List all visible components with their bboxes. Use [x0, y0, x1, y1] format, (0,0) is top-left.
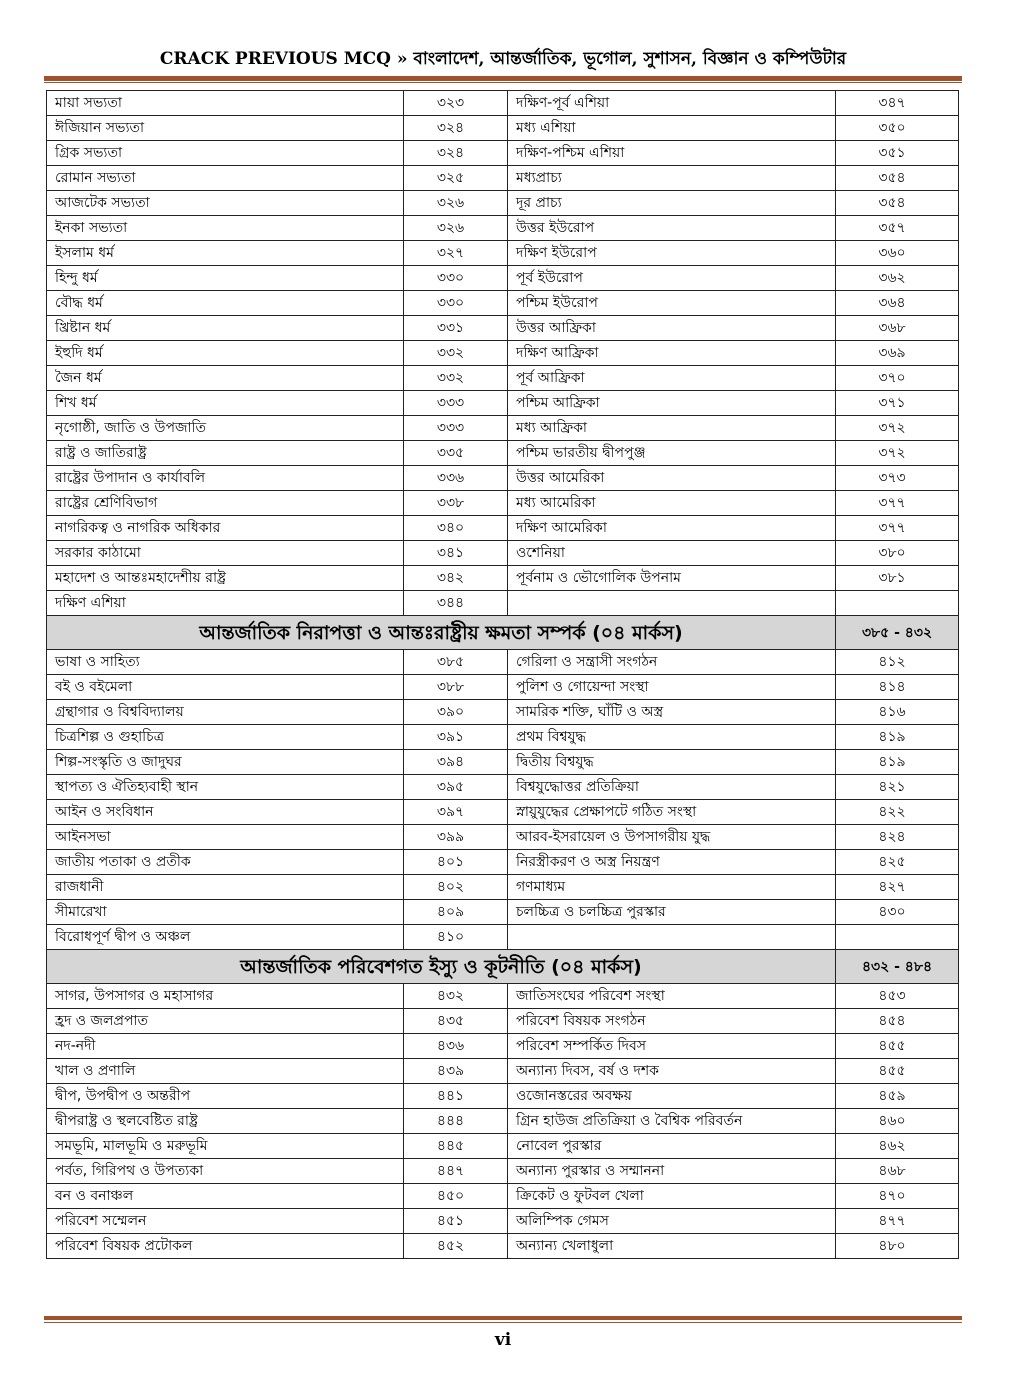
topic-left: সীমারেখা [47, 900, 404, 925]
page-right: ৪১৬ [836, 700, 959, 725]
page-left: ৩৯১ [404, 725, 508, 750]
page-right: ৪৬৮ [836, 1159, 959, 1184]
topic-right: গণমাধ্যম [508, 875, 836, 900]
topic-left: রাষ্ট্র ও জাতিরাষ্ট্র [47, 441, 404, 466]
topic-left: শিল্প-সংস্কৃতি ও জাদুঘর [47, 750, 404, 775]
page-right: ৩৫৭ [836, 216, 959, 241]
topic-left: চিত্রশিল্প ও গুহাচিত্র [47, 725, 404, 750]
page-left: ৩২৭ [404, 241, 508, 266]
table-row [47, 591, 959, 616]
topic-right: দক্ষিণ আমেরিকা [508, 516, 836, 541]
page-left: ৩২৪ [404, 141, 508, 166]
page-right: ৩৮১ [836, 566, 959, 591]
page-right: ৪১৪ [836, 675, 959, 700]
page-right: ৪১৯ [836, 750, 959, 775]
table-row [47, 1084, 959, 1109]
topic-right: দ্বিতীয় বিশ্বযুদ্ধ [508, 750, 836, 775]
table-row [47, 800, 959, 825]
topic-left: ভাষা ও সাহিত্য [47, 650, 404, 675]
page-right: ৩৪৭ [836, 91, 959, 116]
topic-left: বিরোধপূর্ণ দ্বীপ ও অঞ্চল [47, 925, 404, 950]
page-left: ৩৩৮ [404, 491, 508, 516]
topic-right: মধ্যপ্রাচ্য [508, 166, 836, 191]
page-left: ৩৩০ [404, 266, 508, 291]
page-left: ৩৯৪ [404, 750, 508, 775]
topic-right: দক্ষিণ ইউরোপ [508, 241, 836, 266]
topic-left: খাল ও প্রণালি [47, 1059, 404, 1084]
page-left: ৪৪৫ [404, 1134, 508, 1159]
topic-left: রাষ্ট্রের শ্রেণিবিভাগ [47, 491, 404, 516]
table-row [47, 1034, 959, 1059]
page-right: ৪৩০ [836, 900, 959, 925]
page-right: ৪৫৩ [836, 984, 959, 1009]
running-header: CRACK PREVIOUS MCQ » বাংলাদেশ, আন্তর্জাতিক, ভূগোল, সুশাসন, বিজ্ঞান ও কম্পিউটার [159, 49, 847, 69]
page-left: ৪৫০ [404, 1184, 508, 1209]
page-left: ৩২৪ [404, 116, 508, 141]
topic-right: স্নায়ুযুদ্ধের প্রেক্ষাপটে গঠিত সংস্থা [508, 800, 836, 825]
topic-left: বৌদ্ধ ধর্ম [47, 291, 404, 316]
page-left: ৪১০ [404, 925, 508, 950]
topic-right: পরিবেশ সম্পর্কিত দিবস [508, 1034, 836, 1059]
page-right: ৪৫৪ [836, 1009, 959, 1034]
page-right: ৪২২ [836, 800, 959, 825]
page-right: ৪৫৫ [836, 1059, 959, 1084]
page-right: ৪২৫ [836, 850, 959, 875]
page-right: ৪৭০ [836, 1184, 959, 1209]
topic-left: মায়া সভ্যতা [47, 91, 404, 116]
page-left: ৪৩৬ [404, 1034, 508, 1059]
page-left: ৩২৫ [404, 166, 508, 191]
page-right: ৩৭৭ [836, 516, 959, 541]
section-heading-row [47, 950, 959, 984]
table-row [47, 1159, 959, 1184]
topic-left: আইন ও সংবিধান [47, 800, 404, 825]
page-right [836, 925, 959, 950]
topic-right: উত্তর ইউরোপ [508, 216, 836, 241]
topic-right: মধ্য আমেরিকা [508, 491, 836, 516]
topic-left: ঈজিয়ান সভ্যতা [47, 116, 404, 141]
page-right: ৩৭৩ [836, 466, 959, 491]
page-left: ৩৩৫ [404, 441, 508, 466]
page-left: ৩৩১ [404, 316, 508, 341]
table-row [47, 984, 959, 1009]
page-left: ৩৯৫ [404, 775, 508, 800]
topic-left: স্থাপত্য ও ঐতিহ্যবাহী স্থান [47, 775, 404, 800]
page-right: ৩৭১ [836, 391, 959, 416]
table-row [47, 491, 959, 516]
topic-left: বই ও বইমেলা [47, 675, 404, 700]
topic-left: আইনসভা [47, 825, 404, 850]
section-heading-row [47, 616, 959, 650]
topic-left: মহাদেশ ও আন্তঃমহাদেশীয় রাষ্ট্র [47, 566, 404, 591]
topic-left: জৈন ধর্ম [47, 366, 404, 391]
topic-right: পূর্ব আফ্রিকা [508, 366, 836, 391]
page-right: ৪৮০ [836, 1234, 959, 1259]
topic-left: পরিবেশ সম্মেলন [47, 1209, 404, 1234]
footer-rule [44, 1316, 962, 1320]
table-row [47, 566, 959, 591]
table-row [47, 241, 959, 266]
page-left: ৩৪১ [404, 541, 508, 566]
page-right: ৪১৯ [836, 725, 959, 750]
topic-right: দক্ষিণ-পূর্ব এশিয়া [508, 91, 836, 116]
section-title: আন্তর্জাতিক নিরাপত্তা ও আন্তঃরাষ্ট্রীয় ক্ষমতা সম্পর্ক (০৪ মার্কস) [47, 616, 836, 650]
topic-right: প্রথম বিশ্বযুদ্ধ [508, 725, 836, 750]
table-row [47, 825, 959, 850]
page-left: ৩৮৮ [404, 675, 508, 700]
topic-left: নাগরিকত্ব ও নাগরিক অধিকার [47, 516, 404, 541]
page-right: ৩৫৪ [836, 191, 959, 216]
page-right: ৪৫৯ [836, 1084, 959, 1109]
page-left: ৩৩২ [404, 366, 508, 391]
topic-left: ইহুদি ধর্ম [47, 341, 404, 366]
section-page-range: ৪৩২ - ৪৮৪ [836, 950, 959, 984]
topic-left: রোমান সভ্যতা [47, 166, 404, 191]
page-right: ৪৬০ [836, 1109, 959, 1134]
topic-left: দ্বীপ, উপদ্বীপ ও অন্তরীপ [47, 1084, 404, 1109]
topic-left: সাগর, উপসাগর ও মহাসাগর [47, 984, 404, 1009]
topic-right: ক্রিকেট ও ফুটবল খেলা [508, 1184, 836, 1209]
topic-right: দক্ষিণ-পশ্চিম এশিয়া [508, 141, 836, 166]
table-row [47, 700, 959, 725]
page-left: ৪৩২ [404, 984, 508, 1009]
page-left: ৩৩৩ [404, 391, 508, 416]
topic-left: দ্বীপরাষ্ট্র ও স্থলবেষ্টিত রাষ্ট্র [47, 1109, 404, 1134]
topic-left: নৃগোষ্ঠী, জাতি ও উপজাতি [47, 416, 404, 441]
header-rule [44, 76, 962, 81]
page-right: ৩৬০ [836, 241, 959, 266]
topic-right: বিশ্বযুদ্ধোত্তর প্রতিক্রিয়া [508, 775, 836, 800]
topic-right: পুলিশ ও গোয়েন্দা সংস্থা [508, 675, 836, 700]
topic-right: ওজোনস্তরের অবক্ষয় [508, 1084, 836, 1109]
topic-right: দূর প্রাচ্য [508, 191, 836, 216]
page-right: ৩৫৪ [836, 166, 959, 191]
topic-left: দক্ষিণ এশিয়া [47, 591, 404, 616]
page-right: ৩৭০ [836, 366, 959, 391]
table-row [47, 650, 959, 675]
topic-right: পূর্বনাম ও ভৌগোলিক উপনাম [508, 566, 836, 591]
page-left: ৩৯৯ [404, 825, 508, 850]
page-right: ৪২১ [836, 775, 959, 800]
table-row [47, 1059, 959, 1084]
table-row [47, 541, 959, 566]
topic-right: ওশেনিয়া [508, 541, 836, 566]
table-row [47, 341, 959, 366]
topic-right [508, 591, 836, 616]
page-left: ৩২৩ [404, 91, 508, 116]
page-left: ৩৩৬ [404, 466, 508, 491]
topic-left: সরকার কাঠামো [47, 541, 404, 566]
page-left: ৩৪৪ [404, 591, 508, 616]
topic-right: চলচ্চিত্র ও চলচ্চিত্র পুরস্কার [508, 900, 836, 925]
table-row [47, 750, 959, 775]
page-left: ৩৯০ [404, 700, 508, 725]
topic-left: সমভূমি, মালভূমি ও মরুভূমি [47, 1134, 404, 1159]
topic-left: পরিবেশ বিষয়ক প্রটোকল [47, 1234, 404, 1259]
table-row [47, 266, 959, 291]
page-left: ৩৯৭ [404, 800, 508, 825]
page-number: vi [494, 1330, 512, 1350]
page-right: ৩৬৪ [836, 291, 959, 316]
page-right: ৪৭৭ [836, 1209, 959, 1234]
page-left: ৩২৬ [404, 191, 508, 216]
contents-table [46, 90, 959, 1259]
table-row [47, 875, 959, 900]
table-row [47, 291, 959, 316]
table-row [47, 1109, 959, 1134]
table-row [47, 191, 959, 216]
page-right: ৩৭২ [836, 416, 959, 441]
footer-rule-thin [44, 1322, 962, 1323]
page-right: ৩৭২ [836, 441, 959, 466]
topic-right: অলিম্পিক গেমস [508, 1209, 836, 1234]
topic-right: নিরস্ত্রীকরণ ও অস্ত্র নিয়ন্ত্রণ [508, 850, 836, 875]
page-left: ৪৪৭ [404, 1159, 508, 1184]
page-left: ৩৩২ [404, 341, 508, 366]
topic-right: নোবেল পুরস্কার [508, 1134, 836, 1159]
table-row [47, 925, 959, 950]
topic-right [508, 925, 836, 950]
page-right: ৪২৭ [836, 875, 959, 900]
topic-left: রাষ্ট্রের উপাদান ও কার্যাবলি [47, 466, 404, 491]
page-left: ৩৩০ [404, 291, 508, 316]
table-row [47, 441, 959, 466]
topic-right: গেরিলা ও সন্ত্রাসী সংগঠন [508, 650, 836, 675]
topic-left: রাজধানী [47, 875, 404, 900]
topic-right: পূর্ব ইউরোপ [508, 266, 836, 291]
table-row [47, 216, 959, 241]
topic-right: উত্তর আমেরিকা [508, 466, 836, 491]
table-row [47, 366, 959, 391]
table-row [47, 466, 959, 491]
table-row [47, 391, 959, 416]
table-row [47, 900, 959, 925]
topic-right: মধ্য এশিয়া [508, 116, 836, 141]
topic-left: ইসলাম ধর্ম [47, 241, 404, 266]
header-rule-thin [44, 82, 962, 83]
section-page-range: ৩৮৫ - ৪৩২ [836, 616, 959, 650]
page-left: ৪০২ [404, 875, 508, 900]
topic-left: বন ও বনাঞ্চল [47, 1184, 404, 1209]
topic-left: গ্রিক সভ্যতা [47, 141, 404, 166]
topic-right: অন্যান্য দিবস, বর্ষ ও দশক [508, 1059, 836, 1084]
page-left: ৩৪২ [404, 566, 508, 591]
table-row [47, 1184, 959, 1209]
page-right [836, 591, 959, 616]
table-row [47, 116, 959, 141]
page-right: ৪১২ [836, 650, 959, 675]
topic-right: অন্যান্য খেলাধুলা [508, 1234, 836, 1259]
table-row [47, 516, 959, 541]
topic-right: দক্ষিণ আফ্রিকা [508, 341, 836, 366]
topic-right: পশ্চিম ইউরোপ [508, 291, 836, 316]
table-row [47, 1134, 959, 1159]
table-row [47, 1209, 959, 1234]
topic-left: জাতীয় পতাকা ও প্রতীক [47, 850, 404, 875]
table-row [47, 416, 959, 441]
table-row [47, 850, 959, 875]
page-left: ৪৪৪ [404, 1109, 508, 1134]
page-left: ৩৮৫ [404, 650, 508, 675]
page-right: ৩৬২ [836, 266, 959, 291]
page-left: ৩৩৩ [404, 416, 508, 441]
page-left: ৪০১ [404, 850, 508, 875]
table-row [47, 775, 959, 800]
table-row [47, 316, 959, 341]
page-right: ৪৬২ [836, 1134, 959, 1159]
topic-right: পরিবেশ বিষয়ক সংগঠন [508, 1009, 836, 1034]
page-right: ৩৫০ [836, 116, 959, 141]
page-left: ৩৪০ [404, 516, 508, 541]
page-right: ৩৬৮ [836, 316, 959, 341]
page-right: ৩৬৯ [836, 341, 959, 366]
topic-left: হ্রদ ও জলপ্রপাত [47, 1009, 404, 1034]
topic-right: উত্তর আফ্রিকা [508, 316, 836, 341]
topic-left: হিন্দু ধর্ম [47, 266, 404, 291]
section-title: আন্তর্জাতিক পরিবেশগত ইস্যু ও কূটনীতি (০৪ মার্কস) [47, 950, 836, 984]
topic-right: গ্রিন হাউজ প্রতিক্রিয়া ও বৈশ্বিক পরিবর্তন [508, 1109, 836, 1134]
topic-right: মধ্য আফ্রিকা [508, 416, 836, 441]
page-right: ৪৫৫ [836, 1034, 959, 1059]
topic-right: অন্যান্য পুরস্কার ও সম্মাননা [508, 1159, 836, 1184]
page-right: ৩৫১ [836, 141, 959, 166]
table-row [47, 141, 959, 166]
table-row [47, 91, 959, 116]
table-row [47, 725, 959, 750]
topic-right: সামরিক শক্তি, ঘাঁটি ও অস্ত্র [508, 700, 836, 725]
page-left: ৪৫১ [404, 1209, 508, 1234]
page-right: ৩৭৭ [836, 491, 959, 516]
topic-left: ইনকা সভ্যতা [47, 216, 404, 241]
topic-left: আজটেক সভ্যতা [47, 191, 404, 216]
topic-left: গ্রন্থাগার ও বিশ্ববিদ্যালয় [47, 700, 404, 725]
page-left: ৪৩৯ [404, 1059, 508, 1084]
page-right: ৪২৪ [836, 825, 959, 850]
topic-right: পশ্চিম আফ্রিকা [508, 391, 836, 416]
page-left: ৪৫২ [404, 1234, 508, 1259]
topic-left: খ্রিষ্টান ধর্ম [47, 316, 404, 341]
page-left: ৪০৯ [404, 900, 508, 925]
table-row [47, 166, 959, 191]
page-left: ৩২৬ [404, 216, 508, 241]
topic-left: শিখ ধর্ম [47, 391, 404, 416]
page-right: ৩৮০ [836, 541, 959, 566]
topic-right: আরব-ইসরায়েল ও উপসাগরীয় যুদ্ধ [508, 825, 836, 850]
topic-left: নদ-নদী [47, 1034, 404, 1059]
page-left: ৪৩৫ [404, 1009, 508, 1034]
table-row [47, 675, 959, 700]
table-row [47, 1234, 959, 1259]
page-left: ৪৪১ [404, 1084, 508, 1109]
table-row [47, 1009, 959, 1034]
topic-right: জাতিসংঘের পরিবেশ সংস্থা [508, 984, 836, 1009]
topic-left: পর্বত, গিরিপথ ও উপত্যকা [47, 1159, 404, 1184]
topic-right: পশ্চিম ভারতীয় দ্বীপপুঞ্জ [508, 441, 836, 466]
